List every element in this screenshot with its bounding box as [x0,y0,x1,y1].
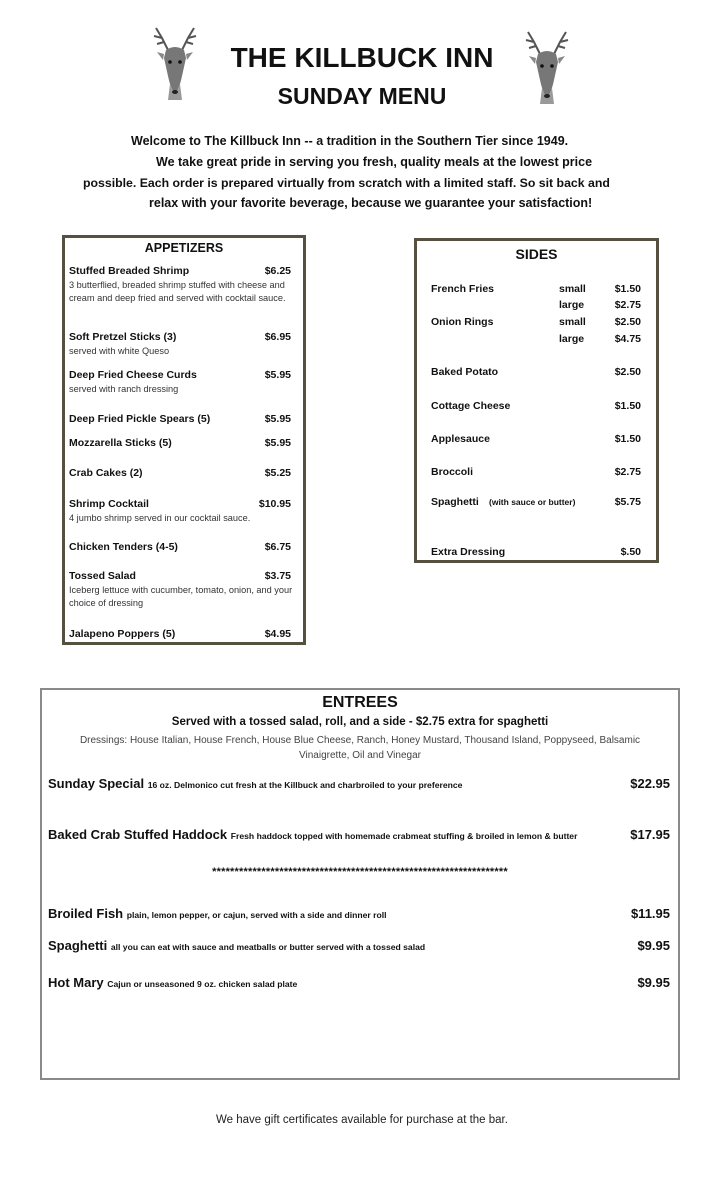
intro-line: Welcome to The Killbuck Inn -- a tradition in the Southern Tier since 1949. [131,134,569,148]
item-price: $5.95 [264,437,291,449]
appetizers-heading: APPETIZERS [144,241,224,255]
item-name: Chicken Tenders (4-5) [69,541,178,553]
entrees-heading: ENTREES [322,694,398,711]
item-price: $9.95 [637,938,670,953]
item-price: $5.95 [264,413,291,425]
item-price: $2.50 [614,316,641,328]
intro-line: possible. Each order is prepared virtually from scratch with a limited staff. So sit back and [83,176,610,190]
item-price: $11.95 [630,906,670,921]
sides-heading: SIDES [515,246,558,262]
item-name: Cottage Cheese [431,400,511,412]
item-name: Baked Potato [431,366,499,378]
item-name: Tossed Salad [69,570,136,582]
item-note: (with sauce or butter) [489,497,576,507]
item-price: $17.95 [630,827,670,842]
item-price: $2.50 [614,366,641,378]
item-description: Cajun or unseasoned 9 oz. chicken salad plate [107,979,298,989]
item-price: $5.75 [614,496,641,508]
footer-note: We have gift certificates available for purchase at the bar. [216,1114,508,1126]
entrees-subheading: Served with a tossed salad, roll, and a side - $2.75 extra for spaghetti [171,716,549,728]
sides-section [414,238,659,563]
item-name: Deep Fried Pickle Spears (5) [69,413,211,425]
item-price: $3.75 [264,570,291,582]
intro-line: relax with your favorite beverage, because we guarantee your satisfaction! [149,196,593,210]
restaurant-title: THE KILLBUCK INN [230,42,494,73]
item-size: small [559,316,586,328]
item-name: Sunday Special [48,776,145,791]
entrees-section [40,688,680,1080]
item-price: $10.95 [258,498,291,510]
item-name: Broiled Fish [48,906,124,921]
item-size: small [559,283,586,295]
item-description: 4 jumbo shrimp served in our cocktail sauce. [69,513,251,523]
item-name: Jalapeno Poppers (5) [69,628,176,640]
item-price: $5.25 [264,467,291,479]
entree-line [48,776,462,791]
item-price: $2.75 [614,299,641,311]
item-name: Crab Cakes (2) [69,467,143,479]
item-description: 3 butterflied, breaded shrimp stuffed with cheese and cream and deep fried and served with cocktail sauce. [69,280,286,303]
item-price: $1.50 [614,433,641,445]
item-price: $6.75 [264,541,291,553]
divider: ****************************************************************** [212,866,508,878]
item-name: Mozzarella Sticks (5) [69,437,172,449]
item-name: French Fries [431,283,495,295]
item-name: Hot Mary [48,975,104,990]
item-name: Spaghetti [431,496,479,508]
item-name: Soft Pretzel Sticks (3) [69,331,177,343]
item-description: Fresh haddock topped with homemade crabmeat stuffing & broiled in lemon & butter [230,831,578,841]
item-price: $4.75 [614,333,641,345]
item-size: large [559,333,585,345]
dressings-list: Dressings: House Italian, House French, House Blue Cheese, Ranch, Honey Mustard, Thousand Island, Poppyseed, Balsamic Vinaigrette, Oil and Vinegar [79,735,641,761]
menu-title: SUNDAY MENU [277,83,447,109]
item-price: $1.50 [614,400,641,412]
item-name: Stuffed Breaded Shrimp [69,265,190,277]
item-name: Spaghetti [48,938,108,953]
item-price: $5.95 [264,369,291,381]
item-price: $6.25 [264,265,291,277]
item-description: all you can eat with sauce and meatballs or butter served with a tossed salad [110,942,426,952]
entree-line [48,975,297,990]
item-name: Broccoli [431,466,474,478]
item-price: $4.95 [264,628,291,640]
item-price: $6.95 [264,331,291,343]
item-name: Applesauce [431,433,490,445]
item-name: Deep Fried Cheese Curds [69,369,197,381]
item-description: Iceberg lettuce with cucumber, tomato, onion, and your choice of dressing [69,585,293,608]
item-description: plain, lemon pepper, or cajun, served with a side and dinner roll [126,910,387,920]
item-name: Onion Rings [431,316,494,328]
entree-line [48,827,577,842]
item-price: $.50 [620,546,641,558]
item-description: 16 oz. Delmonico cut fresh at the Killbuck and charbroiled to your preference [147,780,463,790]
item-name: Baked Crab Stuffed Haddock [48,827,228,842]
entree-line [48,938,425,953]
item-price: $9.95 [637,975,670,990]
item-name: Extra Dressing [431,546,506,558]
item-description: served with ranch dressing [69,384,179,394]
entree-line [48,906,387,921]
item-name: Shrimp Cocktail [69,498,149,510]
intro-line: We take great pride in serving you fresh, quality meals at the lowest price [156,155,593,169]
item-size: large [559,299,585,311]
item-price: $2.75 [614,466,641,478]
item-price: $22.95 [630,776,670,791]
appetizers-section [62,235,306,645]
item-price: $1.50 [614,283,641,295]
item-description: served with white Queso [69,346,170,356]
